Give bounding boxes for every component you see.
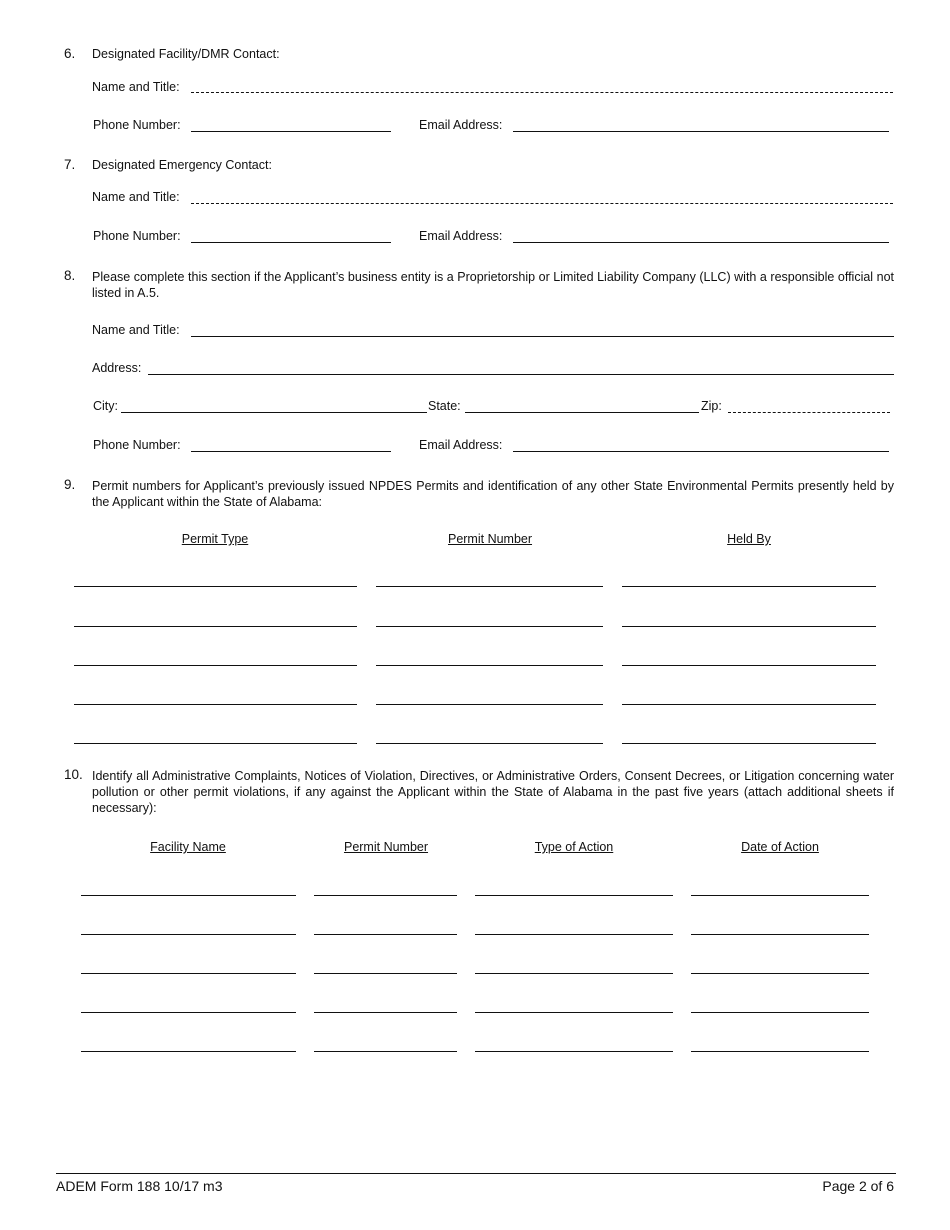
section-8-number: 8. bbox=[64, 268, 76, 283]
section-6-heading: Designated Facility/DMR Contact: bbox=[92, 47, 280, 61]
s8-state-field[interactable] bbox=[465, 412, 699, 413]
section-10-number: 10. bbox=[64, 767, 83, 782]
s8-email-label: Email Address: bbox=[419, 438, 503, 452]
section-9-number: 9. bbox=[64, 477, 76, 492]
s10-row-3-col-2-field[interactable] bbox=[314, 973, 457, 974]
s10-row-5-col-2-field[interactable] bbox=[314, 1051, 457, 1052]
s10-row-1-col-1-field[interactable] bbox=[81, 895, 296, 896]
s10-row-2-col-2-field[interactable] bbox=[314, 934, 457, 935]
s10-col-type-of-action: Type of Action bbox=[534, 840, 614, 854]
s7-name-title-field[interactable] bbox=[191, 203, 893, 204]
section-7-heading: Designated Emergency Contact: bbox=[92, 158, 272, 172]
s8-city-field[interactable] bbox=[121, 412, 427, 413]
s10-row-1-col-2-field[interactable] bbox=[314, 895, 457, 896]
s9-row-3-col-2-field[interactable] bbox=[376, 665, 603, 666]
s10-row-2-col-4-field[interactable] bbox=[691, 934, 869, 935]
s9-row-2-col-1-field[interactable] bbox=[74, 626, 357, 627]
footer-rule bbox=[56, 1173, 896, 1174]
s7-name-title-label: Name and Title: bbox=[92, 190, 180, 204]
s10-row-4-col-1-field[interactable] bbox=[81, 1012, 296, 1013]
s7-email-label: Email Address: bbox=[419, 229, 503, 243]
s10-row-5-col-3-field[interactable] bbox=[475, 1051, 673, 1052]
s8-name-title-label: Name and Title: bbox=[92, 323, 180, 337]
s6-name-title-label: Name and Title: bbox=[92, 80, 180, 94]
s8-state-label: State: bbox=[428, 399, 461, 413]
section-9-text: Permit numbers for Applicant’s previously issued NPDES Permits and identification of any other State Environmental Permits presently held by the Applicant within the State of Alabama: bbox=[92, 479, 894, 509]
s10-row-5-col-4-field[interactable] bbox=[691, 1051, 869, 1052]
s9-row-3-col-3-field[interactable] bbox=[622, 665, 876, 666]
s8-address-label: Address: bbox=[92, 361, 142, 375]
s9-col-permit-number: Permit Number bbox=[447, 532, 533, 546]
s9-row-4-col-1-field[interactable] bbox=[74, 704, 357, 705]
s7-phone-field[interactable] bbox=[191, 242, 391, 243]
s9-row-3-col-1-field[interactable] bbox=[74, 665, 357, 666]
footer-page-number: Page 2 of 6 bbox=[822, 1178, 894, 1194]
s8-email-field[interactable] bbox=[513, 451, 889, 452]
s10-row-4-col-3-field[interactable] bbox=[475, 1012, 673, 1013]
s6-email-field[interactable] bbox=[513, 131, 889, 132]
s8-phone-label: Phone Number: bbox=[93, 438, 181, 452]
s6-phone-field[interactable] bbox=[191, 131, 391, 132]
s8-phone-field[interactable] bbox=[191, 451, 391, 452]
s9-row-5-col-1-field[interactable] bbox=[74, 743, 357, 744]
footer-form-id: ADEM Form 188 10/17 m3 bbox=[56, 1178, 223, 1194]
s10-row-3-col-1-field[interactable] bbox=[81, 973, 296, 974]
s9-row-2-col-2-field[interactable] bbox=[376, 626, 603, 627]
section-6-number: 6. bbox=[64, 46, 76, 61]
s9-row-5-col-3-field[interactable] bbox=[622, 743, 876, 744]
s10-row-4-col-4-field[interactable] bbox=[691, 1012, 869, 1013]
s10-row-1-col-3-field[interactable] bbox=[475, 895, 673, 896]
section-8-text: Please complete this section if the Applicant’s business entity is a Proprietorship or Limited Liability Company (LLC) with a responsible official not listed in A.5. bbox=[92, 270, 894, 300]
s9-row-2-col-3-field[interactable] bbox=[622, 626, 876, 627]
s6-phone-label: Phone Number: bbox=[93, 118, 181, 132]
s10-col-facility-name: Facility Name bbox=[150, 840, 226, 854]
s10-row-2-col-1-field[interactable] bbox=[81, 934, 296, 935]
s9-row-4-col-2-field[interactable] bbox=[376, 704, 603, 705]
s10-row-3-col-3-field[interactable] bbox=[475, 973, 673, 974]
s9-row-1-col-2-field[interactable] bbox=[376, 586, 603, 587]
s10-col-date-of-action: Date of Action bbox=[741, 840, 819, 854]
s10-row-2-col-3-field[interactable] bbox=[475, 934, 673, 935]
s9-row-1-col-1-field[interactable] bbox=[74, 586, 357, 587]
s10-row-4-col-2-field[interactable] bbox=[314, 1012, 457, 1013]
s10-row-5-col-1-field[interactable] bbox=[81, 1051, 296, 1052]
s9-row-1-col-3-field[interactable] bbox=[622, 586, 876, 587]
s6-email-label: Email Address: bbox=[419, 118, 503, 132]
s9-col-held-by: Held By bbox=[727, 532, 771, 546]
s9-col-permit-type: Permit Type bbox=[181, 532, 249, 546]
section-7-number: 7. bbox=[64, 157, 76, 172]
s7-email-field[interactable] bbox=[513, 242, 889, 243]
s9-row-4-col-3-field[interactable] bbox=[622, 704, 876, 705]
s10-row-1-col-4-field[interactable] bbox=[691, 895, 869, 896]
s8-name-title-field[interactable] bbox=[191, 336, 894, 337]
s6-name-title-field[interactable] bbox=[191, 92, 893, 93]
s10-col-permit-number: Permit Number bbox=[343, 840, 429, 854]
section-10-text: Identify all Administrative Complaints, Notices of Violation, Directives, or Administrative Orders, Consent Decrees, or Litigation concerning water pollution or other permit violations, if any against the Applicant within the State of Alabama in the past five years (attach additional sheets if necessary): bbox=[92, 769, 894, 815]
s8-address-field[interactable] bbox=[148, 374, 894, 375]
s7-phone-label: Phone Number: bbox=[93, 229, 181, 243]
s9-row-5-col-2-field[interactable] bbox=[376, 743, 603, 744]
s10-row-3-col-4-field[interactable] bbox=[691, 973, 869, 974]
s8-city-label: City: bbox=[93, 399, 118, 413]
s8-zip-label: Zip: bbox=[701, 399, 722, 413]
s8-zip-field[interactable] bbox=[728, 412, 890, 413]
